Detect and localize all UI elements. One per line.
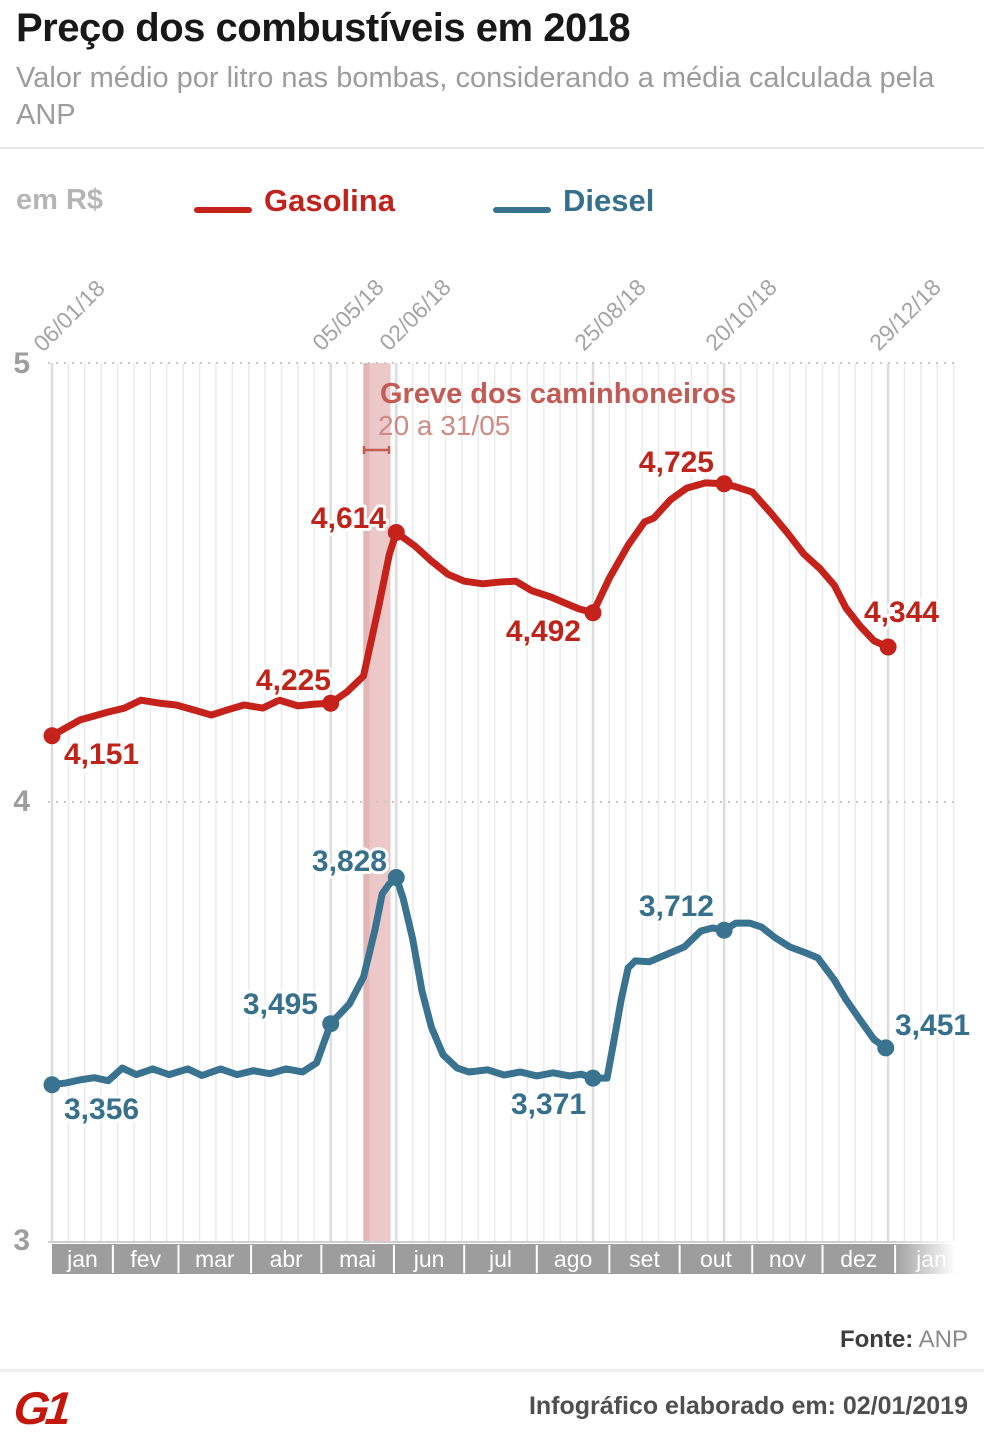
x-tick-date: 25/08/18 bbox=[569, 273, 651, 356]
data-series bbox=[44, 475, 897, 1093]
y-tick-5: 5 bbox=[13, 347, 30, 380]
strike-annotation-title: Greve dos caminhoneiros bbox=[380, 378, 737, 410]
diesel-value-label: 3,356 bbox=[64, 1093, 140, 1126]
month-label: nov bbox=[768, 1246, 806, 1272]
gasolina-value-label: 4,614 bbox=[310, 502, 386, 535]
month-label: dez bbox=[840, 1246, 878, 1272]
month-label: out bbox=[699, 1246, 732, 1272]
diesel-data-point bbox=[877, 1039, 894, 1056]
month-label: jul bbox=[488, 1246, 513, 1272]
source-value: ANP bbox=[918, 1326, 968, 1353]
strike-annotation-dates: 20 a 31/05 bbox=[378, 410, 511, 441]
x-tick-date: 02/06/18 bbox=[374, 273, 456, 356]
gasolina-data-point bbox=[880, 639, 897, 656]
y-tick-4: 4 bbox=[13, 785, 30, 818]
gasolina-value-label: 4,725 bbox=[638, 446, 714, 479]
footer-divider bbox=[0, 1369, 984, 1372]
weekly-gridlines bbox=[52, 363, 954, 1242]
diesel-data-point bbox=[44, 1076, 61, 1093]
month-label: ago bbox=[553, 1246, 593, 1272]
gasolina-value-label: 4,225 bbox=[255, 664, 331, 697]
month-label: mai bbox=[339, 1246, 377, 1272]
x-tick-date: 20/10/18 bbox=[700, 273, 782, 356]
x-tick-date: 29/12/18 bbox=[864, 273, 946, 356]
y-tick-3: 3 bbox=[13, 1224, 30, 1257]
month-label: jun bbox=[413, 1246, 445, 1272]
diesel-data-point bbox=[322, 1015, 339, 1032]
gasolina-value-label: 4,492 bbox=[505, 615, 581, 648]
source-note bbox=[840, 1326, 968, 1354]
diesel-data-point bbox=[716, 922, 733, 939]
legend-unit-label: em R$ bbox=[16, 184, 104, 216]
month-axis-band bbox=[52, 1241, 971, 1277]
diesel-data-point bbox=[388, 869, 405, 886]
diesel-value-label: 3,451 bbox=[895, 1009, 971, 1042]
gasolina-data-point bbox=[44, 727, 61, 744]
g1-logo: G1 bbox=[11, 1382, 71, 1434]
horizontal-gridlines bbox=[48, 363, 958, 1242]
x-tick-date: 06/01/18 bbox=[28, 274, 110, 357]
diesel-data-point bbox=[585, 1070, 602, 1087]
diesel-value-label: 3,371 bbox=[511, 1088, 587, 1121]
gasolina-data-point bbox=[585, 604, 602, 621]
month-label: mar bbox=[194, 1246, 235, 1272]
source-label: Fonte: bbox=[839, 1326, 914, 1353]
legend-diesel-label: Diesel bbox=[563, 183, 655, 218]
x-tick-date: 05/05/18 bbox=[307, 273, 389, 356]
gasolina-data-point bbox=[716, 475, 733, 492]
month-label: jan bbox=[67, 1246, 98, 1272]
gasolina-data-point bbox=[388, 524, 405, 541]
month-label: abr bbox=[269, 1246, 303, 1272]
month-label: fev bbox=[130, 1246, 162, 1272]
gasolina-value-label: 4,151 bbox=[64, 738, 140, 771]
legend-gasolina-label: Gasolina bbox=[264, 183, 395, 218]
diesel-value-label: 3,712 bbox=[638, 890, 714, 923]
page-title: Preço dos combustíveis em 2018 bbox=[16, 6, 631, 50]
gasolina-data-point bbox=[322, 695, 339, 712]
diesel-value-label: 3,828 bbox=[311, 845, 387, 878]
diesel-value-label: 3,495 bbox=[242, 988, 318, 1021]
page-subtitle: Valor médio por litro nas bombas, considerando a média calculada pela ANP bbox=[16, 62, 935, 131]
credit-note: Infográfico elaborado em: 02/01/2019 bbox=[528, 1392, 968, 1420]
gasolina-value-label: 4,344 bbox=[864, 596, 940, 629]
month-label: set bbox=[629, 1246, 660, 1272]
